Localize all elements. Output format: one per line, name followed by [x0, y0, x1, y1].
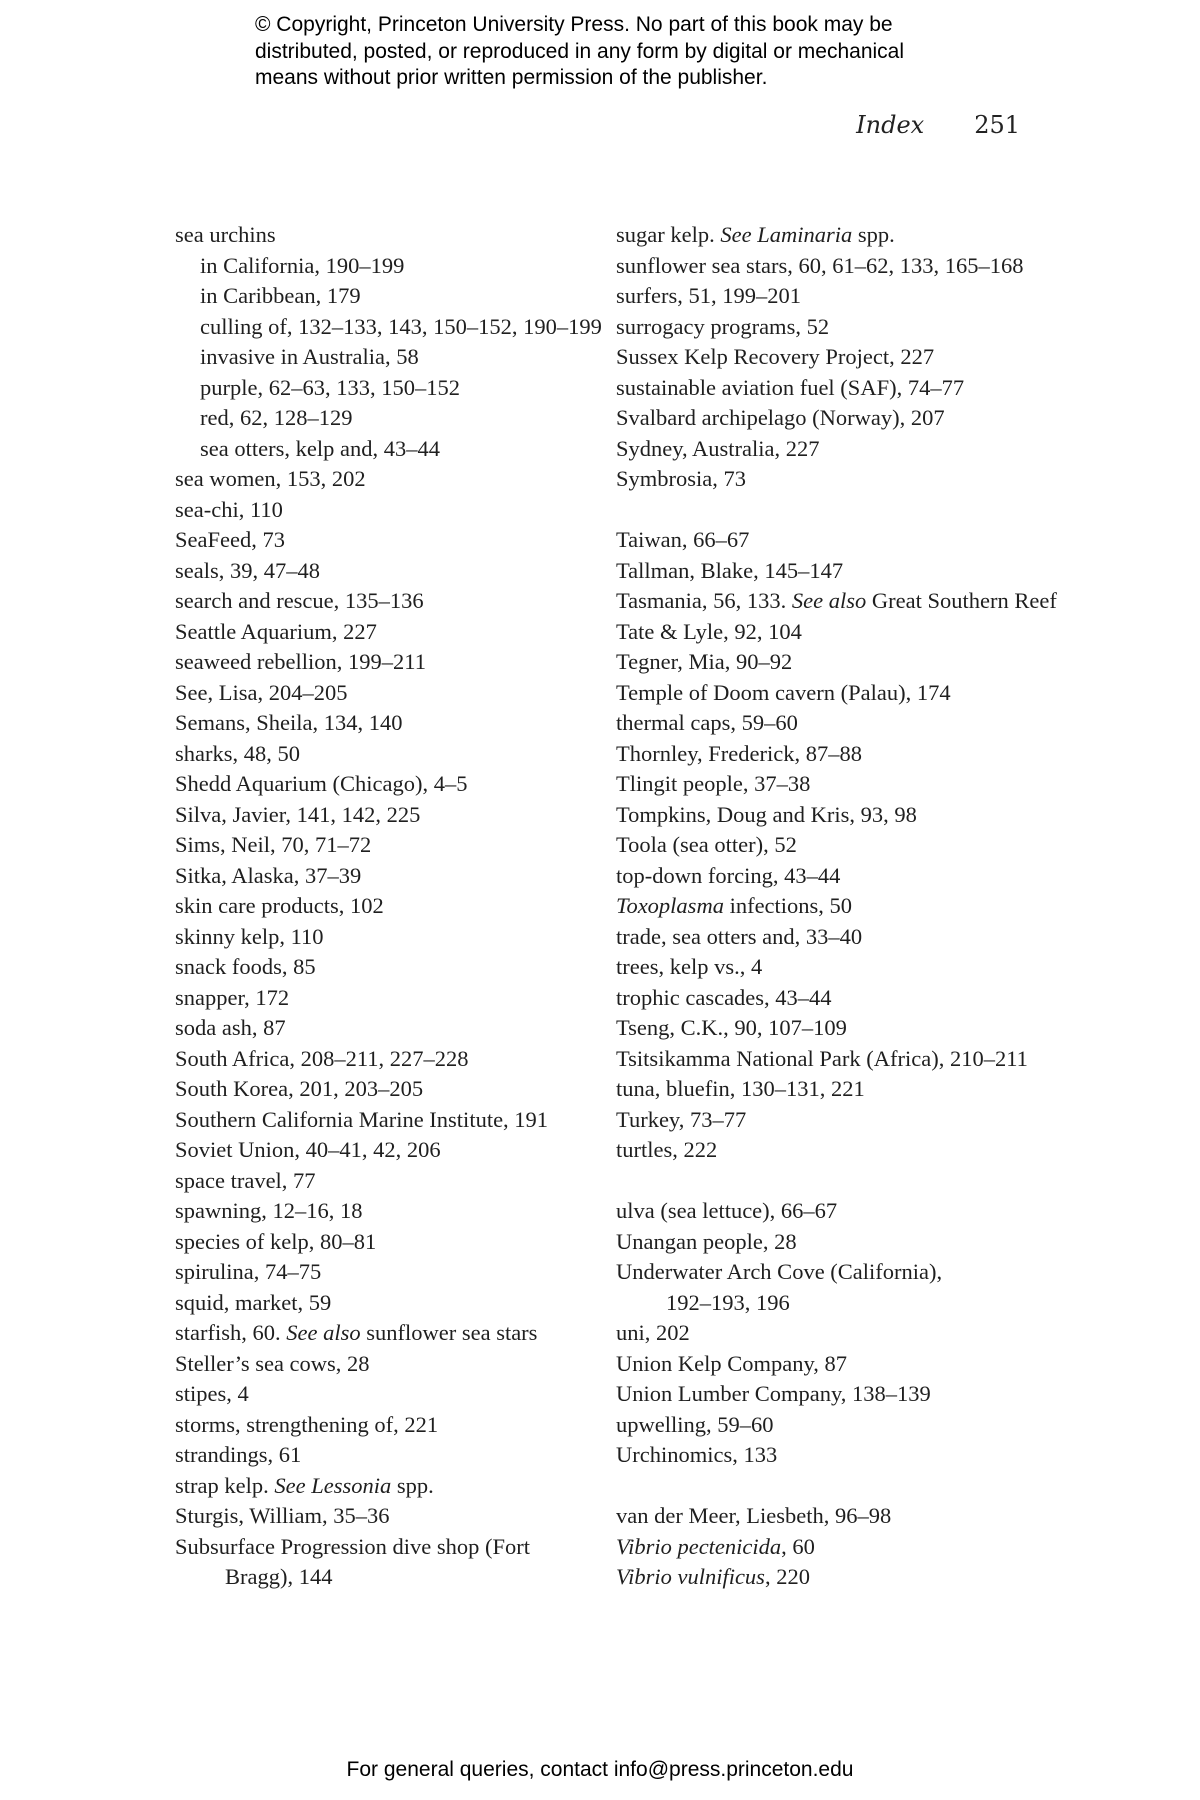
- index-entry: snapper, 172: [175, 984, 290, 1010]
- index-entry: search and rescue, 135–136: [175, 588, 424, 613]
- index-entry: sea-chi, 110: [175, 496, 283, 522]
- cross-reference-label: See also: [791, 588, 867, 613]
- index-entry: Urchinomics, 133: [616, 1442, 778, 1467]
- index-entry: Sitka, Alaska, 37–39: [175, 862, 362, 888]
- index-entry: Temple of Doom cavern (Palau), 174: [616, 679, 951, 705]
- entry-suffix: spp.: [396, 1472, 434, 1498]
- index-entry: SeaFeed, 73: [175, 527, 285, 552]
- letter-group-spacer: [616, 495, 1046, 526]
- index-entry: Unangan people, 28: [616, 1228, 797, 1254]
- letter-group-spacer: [616, 1166, 1046, 1197]
- index-entry: surrogacy programs, 52: [616, 313, 830, 339]
- index-entry: squid, market, 59: [175, 1289, 332, 1315]
- entry-text: starfish, 60.: [175, 1320, 281, 1345]
- index-entry: [616, 220, 1046, 251]
- index-entry: South Korea, 201, 203–205: [175, 1076, 424, 1101]
- index-subentry: red, 62, 128–129: [200, 405, 353, 430]
- index-entry: top-down forcing, 43–44: [616, 862, 841, 888]
- index-entry: skin care products, 102: [175, 893, 384, 918]
- index-entry: Taiwan, 66–67: [616, 527, 750, 552]
- index-entry: snack foods, 85: [175, 954, 316, 979]
- index-entry: seals, 39, 47–48: [175, 557, 320, 583]
- index-column-right: [616, 220, 1057, 1593]
- entry-text: sugar kelp.: [616, 222, 715, 247]
- entry-text: Tasmania, 56, 133.: [616, 588, 787, 613]
- index-entry: turtles, 222: [616, 1137, 718, 1162]
- entry-text: infections, 50: [729, 893, 853, 918]
- index-entry: strandings, 61: [175, 1442, 302, 1467]
- entry-text: strap kelp.: [175, 1472, 269, 1498]
- entry-suffix: spp.: [857, 222, 895, 247]
- index-entry: Southern California Marine Institute, 191: [175, 1106, 549, 1132]
- index-entry: van der Meer, Liesbeth, 96–98: [616, 1503, 892, 1528]
- index-entry: sustainable aviation fuel (SAF), 74–77: [616, 374, 965, 400]
- index-entry: Seattle Aquarium, 227: [175, 618, 377, 644]
- index-entry: thermal caps, 59–60: [616, 710, 798, 735]
- index-entry: tuna, bluefin, 130–131, 221: [616, 1076, 865, 1101]
- copyright-line-2: distributed, posted, or reproduced in any form by digital or mechanical: [255, 39, 905, 63]
- index-entry: Tompkins, Doug and Kris, 93, 98: [616, 801, 917, 827]
- index-column-left: [175, 220, 602, 1593]
- index-entry: Underwater Arch Cove (California),: [616, 1259, 943, 1284]
- index-entry: Union Lumber Company, 138–139: [616, 1381, 931, 1406]
- italic-term: Vibrio vulnificus: [616, 1564, 765, 1589]
- index-subentry: in Caribbean, 179: [200, 283, 361, 308]
- index-entry: stipes, 4: [175, 1381, 249, 1406]
- index-entry: [175, 1471, 595, 1502]
- index-entry: Semans, Sheila, 134, 140: [175, 710, 403, 735]
- index-entry: Tegner, Mia, 90–92: [616, 649, 793, 674]
- index-subentry: sea otters, kelp and, 43–44: [200, 435, 440, 461]
- index-entry: Subsurface Progression dive shop (Fort: [175, 1533, 530, 1559]
- italic-term: Vibrio pectenicida: [616, 1533, 782, 1559]
- index-subentry: in California, 190–199: [200, 252, 405, 278]
- cross-reference-label: See: [274, 1472, 306, 1498]
- index-entry: Tseng, C.K., 90, 107–109: [616, 1015, 847, 1040]
- index-entry: upwelling, 59–60: [616, 1411, 774, 1437]
- index-entry: species of kelp, 80–81: [175, 1228, 377, 1254]
- index-entry: Soviet Union, 40–41, 42, 206: [175, 1137, 441, 1162]
- footer-contact: For general queries, contact info@press.princeton.edu: [346, 1758, 854, 1781]
- copyright-line-1: © Copyright, Princeton University Press. No part of this book may be: [255, 13, 893, 36]
- index-entry: Tate & Lyle, 92, 104: [616, 618, 802, 644]
- index-entry: Silva, Javier, 141, 142, 225: [175, 801, 421, 827]
- index-entry: Tsitsikamma National Park (Africa), 210–211: [616, 1045, 1028, 1071]
- index-entry: seaweed rebellion, 199–211: [175, 649, 426, 674]
- index-entry: Tallman, Blake, 145–147: [616, 557, 844, 583]
- italic-term: Toxoplasma: [616, 893, 724, 918]
- index-entry: trophic cascades, 43–44: [616, 984, 832, 1010]
- cross-reference-target: Lessonia: [311, 1472, 392, 1498]
- index-entry: Tlingit people, 37–38: [616, 771, 811, 796]
- index-entry: sharks, 48, 50: [175, 740, 300, 766]
- index-entry: sea women, 153, 202: [175, 466, 366, 491]
- index-entry: Steller’s sea cows, 28: [175, 1350, 370, 1376]
- index-entry: space travel, 77: [175, 1167, 316, 1193]
- cross-reference-label: See: [720, 222, 752, 247]
- index-entry: Thornley, Frederick, 87–88: [616, 740, 862, 766]
- cross-reference-target: Great Southern Reef: [871, 588, 1057, 613]
- index-entry: South Africa, 208–211, 227–228: [175, 1045, 469, 1071]
- cross-reference-target: sunflower sea stars: [366, 1320, 538, 1345]
- index-entry: Svalbard archipelago (Norway), 207: [616, 405, 945, 430]
- copyright-notice: [255, 12, 1015, 92]
- index-entry: Sturgis, William, 35–36: [175, 1503, 390, 1528]
- index-entry: surfers, 51, 199–201: [616, 283, 801, 308]
- index-entry: Toola (sea otter), 52: [616, 832, 797, 857]
- index-subentry: invasive in Australia, 58: [200, 344, 419, 369]
- index-entry: skinny kelp, 110: [175, 923, 324, 949]
- index-entry: [616, 891, 1046, 922]
- entry-suffix: , 60: [781, 1533, 815, 1559]
- index-entry: spawning, 12–16, 18: [175, 1198, 363, 1223]
- index-entry: sea urchins: [175, 222, 276, 247]
- index-entry: Turkey, 73–77: [616, 1106, 747, 1132]
- running-head-section: Index: [856, 111, 925, 139]
- index-entry: [616, 1532, 1046, 1563]
- entry-suffix: , 220: [764, 1564, 810, 1589]
- index-entry: Sims, Neil, 70, 71–72: [175, 832, 372, 857]
- index-entry: trade, sea otters and, 33–40: [616, 923, 863, 949]
- index-entry: Shedd Aquarium (Chicago), 4–5: [175, 771, 468, 796]
- index-entry-continuation: 192–193, 196: [666, 1289, 790, 1315]
- copyright-line-3: means without prior written permission of the publisher.: [255, 66, 768, 89]
- index-entry: storms, strengthening of, 221: [175, 1411, 439, 1437]
- index-entry: soda ash, 87: [175, 1015, 286, 1040]
- index-entry: See, Lisa, 204–205: [175, 679, 348, 705]
- index-entry: uni, 202: [616, 1320, 690, 1345]
- running-head: [856, 111, 1020, 139]
- index-entry-continuation: Bragg), 144: [225, 1564, 333, 1589]
- letter-group-spacer: [616, 1471, 1046, 1502]
- cross-reference-label: See also: [286, 1320, 361, 1345]
- index-entry: sunflower sea stars, 60, 61–62, 133, 165–168: [616, 252, 1024, 278]
- index-entry: spirulina, 74–75: [175, 1259, 322, 1284]
- index-entry: trees, kelp vs., 4: [616, 954, 763, 979]
- page-number: 251: [974, 111, 1020, 139]
- index-subentry: culling of, 132–133, 143, 150–152, 190–199: [200, 313, 602, 339]
- index-entry: [616, 1562, 1046, 1593]
- index-entry: [616, 586, 1057, 617]
- index-entry: [175, 1318, 595, 1349]
- index-entry: Sussex Kelp Recovery Project, 227: [616, 344, 935, 369]
- index-entry: ulva (sea lettuce), 66–67: [616, 1198, 838, 1223]
- index-subentry: purple, 62–63, 133, 150–152: [200, 374, 460, 400]
- index-entry: Symbrosia, 73: [616, 466, 747, 491]
- index-entry: Sydney, Australia, 227: [616, 435, 820, 461]
- index-entry: Union Kelp Company, 87: [616, 1350, 848, 1376]
- cross-reference-target: Laminaria: [757, 222, 853, 247]
